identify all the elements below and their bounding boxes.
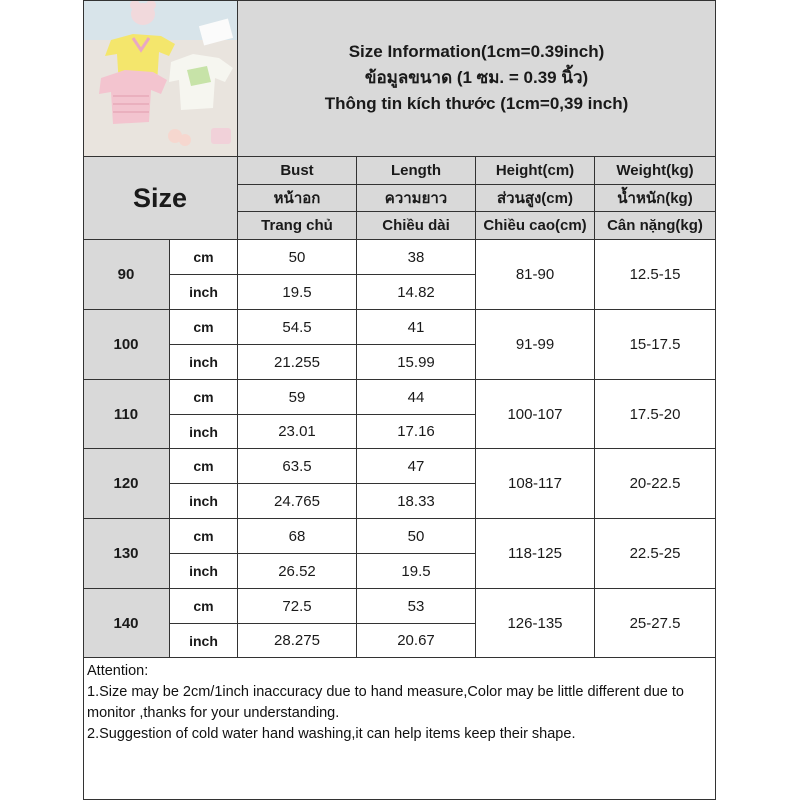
weight-value: 17.5-20 <box>595 380 716 449</box>
bust-inch-value: 19.5 <box>238 275 357 310</box>
length-cm-value: 41 <box>357 310 476 345</box>
notes-line-2: 2.Suggestion of cold water hand washing,it can help items keep their shape. <box>87 726 576 742</box>
unit-cm: cm <box>170 449 238 484</box>
length-inch-value: 20.67 <box>357 624 476 658</box>
bust-cm-value: 50 <box>238 240 357 275</box>
size-cell-120: 120 <box>83 449 170 519</box>
bust-cm-value: 63.5 <box>238 449 357 484</box>
column-header-height-th: ส่วนสูง(cm) <box>476 185 595 212</box>
bust-inch-value: 26.52 <box>238 554 357 589</box>
length-inch-value: 18.33 <box>357 484 476 519</box>
notes-heading: Attention: <box>87 663 149 679</box>
weight-value: 15-17.5 <box>595 310 716 380</box>
column-header-length-vi: Chiều dài <box>357 212 476 240</box>
bust-inch-value: 28.275 <box>238 624 357 658</box>
column-header-weight-en: Weight(kg) <box>595 157 716 185</box>
column-header-length-th: ความยาว <box>357 185 476 212</box>
column-header-bust-en: Bust <box>238 157 357 185</box>
size-chart-sheet <box>83 0 716 800</box>
column-header-height-vi: Chiều cao(cm) <box>476 212 595 240</box>
bust-inch-value: 24.765 <box>238 484 357 519</box>
unit-inch: inch <box>170 275 238 310</box>
bust-cm-value: 72.5 <box>238 589 357 624</box>
weight-value: 12.5-15 <box>595 240 716 310</box>
length-cm-value: 53 <box>357 589 476 624</box>
unit-cm: cm <box>170 240 238 275</box>
unit-cm: cm <box>170 380 238 415</box>
unit-cm: cm <box>170 589 238 624</box>
unit-inch: inch <box>170 624 238 658</box>
product-photo-image <box>83 0 237 156</box>
bust-cm-value: 68 <box>238 519 357 554</box>
size-cell-140: 140 <box>83 589 170 658</box>
title-thai: ข้อมูลขนาด (1 ซม. = 0.39 นิ้ว) <box>364 68 589 87</box>
height-value: 100-107 <box>476 380 595 449</box>
height-value: 108-117 <box>476 449 595 519</box>
title-english: Size Information(1cm=0.39inch) <box>348 42 605 61</box>
length-cm-value: 44 <box>357 380 476 415</box>
title-vietnamese: Thông tin kích thước (1cm=0,39 inch) <box>324 94 629 113</box>
unit-inch: inch <box>170 484 238 519</box>
length-cm-value: 50 <box>357 519 476 554</box>
size-cell-90: 90 <box>83 240 170 310</box>
column-header-weight-vi: Cân nặng(kg) <box>595 212 716 240</box>
height-value: 126-135 <box>476 589 595 658</box>
weight-value: 22.5-25 <box>595 519 716 589</box>
size-cell-110: 110 <box>83 380 170 449</box>
unit-cm: cm <box>170 310 238 345</box>
title-block <box>238 0 716 157</box>
unit-inch: inch <box>170 345 238 380</box>
length-cm-value: 47 <box>357 449 476 484</box>
length-inch-value: 15.99 <box>357 345 476 380</box>
bust-cm-value: 59 <box>238 380 357 415</box>
notes-line-1: 1.Size may be 2cm/1inch inaccuracy due to hand measure,Color may be little different due to monitor ,thanks for your understanding. <box>87 684 684 721</box>
column-header-weight-th: น้ำหนัก(kg) <box>595 185 716 212</box>
length-cm-value: 38 <box>357 240 476 275</box>
height-value: 81-90 <box>476 240 595 310</box>
column-header-height-en: Height(cm) <box>476 157 595 185</box>
size-cell-100: 100 <box>83 310 170 380</box>
unit-inch: inch <box>170 554 238 589</box>
column-header-bust-vi: Trang chủ <box>238 212 357 240</box>
height-value: 91-99 <box>476 310 595 380</box>
unit-cm: cm <box>170 519 238 554</box>
length-inch-value: 14.82 <box>357 275 476 310</box>
bust-inch-value: 21.255 <box>238 345 357 380</box>
bust-inch-value: 23.01 <box>238 415 357 449</box>
length-inch-value: 17.16 <box>357 415 476 449</box>
bust-cm-value: 54.5 <box>238 310 357 345</box>
attention-notes <box>83 658 716 748</box>
size-cell-130: 130 <box>83 519 170 589</box>
length-inch-value: 19.5 <box>357 554 476 589</box>
unit-inch: inch <box>170 415 238 449</box>
size-header: Size <box>83 157 238 240</box>
column-header-bust-th: หน้าอก <box>238 185 357 212</box>
weight-value: 25-27.5 <box>595 589 716 658</box>
product-photo <box>83 0 238 157</box>
weight-value: 20-22.5 <box>595 449 716 519</box>
height-value: 118-125 <box>476 519 595 589</box>
column-header-length-en: Length <box>357 157 476 185</box>
